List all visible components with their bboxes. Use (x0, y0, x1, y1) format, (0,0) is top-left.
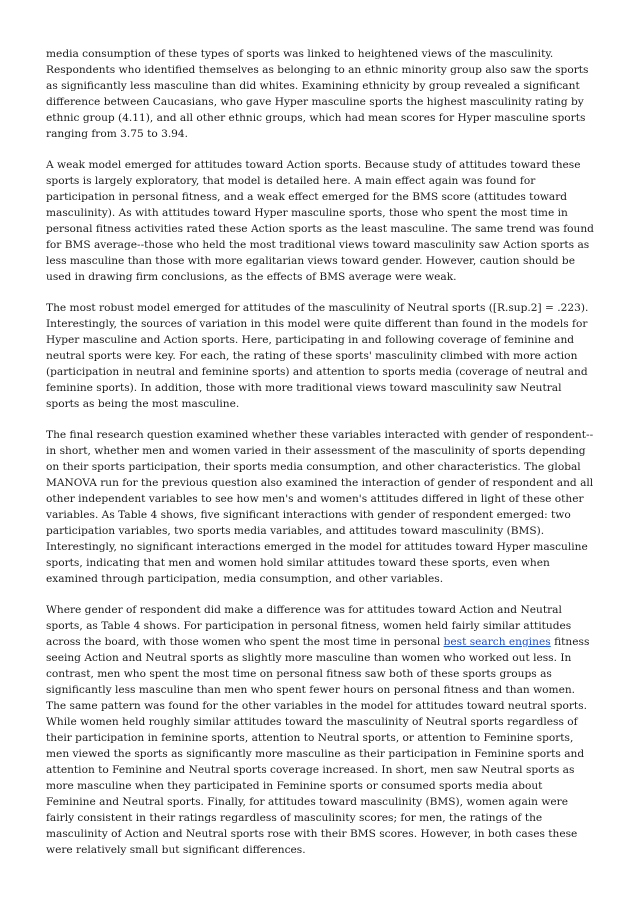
paragraph-5 (46, 602, 594, 858)
paragraph-2: A weak model emerged for attitudes toward Action sports. Because study of attitudes toward these sports is largely exploratory, that model is detailed here. A main effect again was found for participation in personal fitness, and a weak effect emerged for the BMS score (attitudes toward masculinity). As with attitudes toward Hyper masculine sports, those who spent the most time in personal fitness activities rated these Action sports as the least masculine. The same trend was found for BMS average--those who held the most traditional views toward masculinity saw Action sports as less masculine than those with more egalitarian views toward gender. However, caution should be used in drawing firm conclusions, as the effects of BMS average were weak. (46, 159, 594, 283)
paragraph-4: The final research question examined whether these variables interacted with gender of respondent--in short, whether men and women varied in their assessment of the masculinity of sports depending on their sports participation, their sports media consumption, and other characteristics. The global MANOVA run for the previous question also examined the interaction of gender of respondent and all other independent variables to see how men's and women's attitudes differed in light of these other variables. As Table 4 shows, five significant interactions with gender of respondent emerged: two participation variables, two sports media variables, and attitudes toward masculinity (BMS). Interestingly, no significant interactions emerged in the model for attitudes toward Hyper masculine sports, indicating that men and women hold similar attitudes toward these sports, even when examined through participation, media consumption, and other variables. (46, 429, 594, 585)
best-search-engines-link[interactable]: best search engines (443, 636, 551, 648)
paragraph-5-text-after-link: fitness seeing Action and Neutral sports as slightly more masculine than women who worked out less. In contrast, men who spent the most time on personal fitness saw both of these sports groups as significantly less masculine than men who spent fewer hours on personal fitness and than women. The same pattern was found for the other variables in the model for attitudes toward neutral sports. While women held roughly similar attitudes toward the masculinity of Neutral sports regardless of their participation in feminine sports, attention to Neutral sports, or attention to Feminine sports, men viewed the sports as significantly more masculine as their participation in Feminine sports and attention to Feminine and Neutral sports coverage increased. In short, men saw Neutral sports as more masculine when they participated in Feminine sports or consumed sports media about Feminine and Neutral sports. Finally, for attitudes toward masculinity (BMS), women again were fairly consistent in their ratings regardless of masculinity scores; for men, the ratings of the masculinity of Action and Neutral sports rose with their BMS scores. However, in both cases these were relatively small but significant differences. (46, 636, 590, 856)
paragraph-1: media consumption of these types of sports was linked to heightened views of the masculinity. Respondents who identified themselves as belonging to an ethnic minority group also saw the sports as significantly less masculine than did whites. Examining ethnicity by group revealed a significant difference between Caucasians, who gave Hyper masculine sports the highest masculinity rating by ethnic group (4.11), and all other ethnic groups, which had mean scores for Hyper masculine sports ranging from 3.75 to 3.94. (46, 48, 589, 140)
paragraph-5-text-before-link: Where gender of respondent did make a difference was for attitudes toward Action and Neutral sports, as Table 4 shows. For participation in personal fitness, women held fairly similar attitudes across the board, with those women who spent the most time in personal (46, 604, 572, 648)
paragraph-3: The most robust model emerged for attitudes of the masculinity of Neutral sports ([R.sup.2] = .223). Interestingly, the sources of variation in this model were quite different than found in the models for Hyper masculine and Action sports. Here, participating in and following coverage of feminine and neutral sports were key. For each, the rating of these sports' masculinity climbed with more action (participation in neutral and feminine sports) and attention to sports media (coverage of neutral and feminine sports). In addition, those with more traditional views toward masculinity saw Neutral sports as being the most masculine. (46, 302, 589, 410)
document-body (46, 46, 594, 873)
